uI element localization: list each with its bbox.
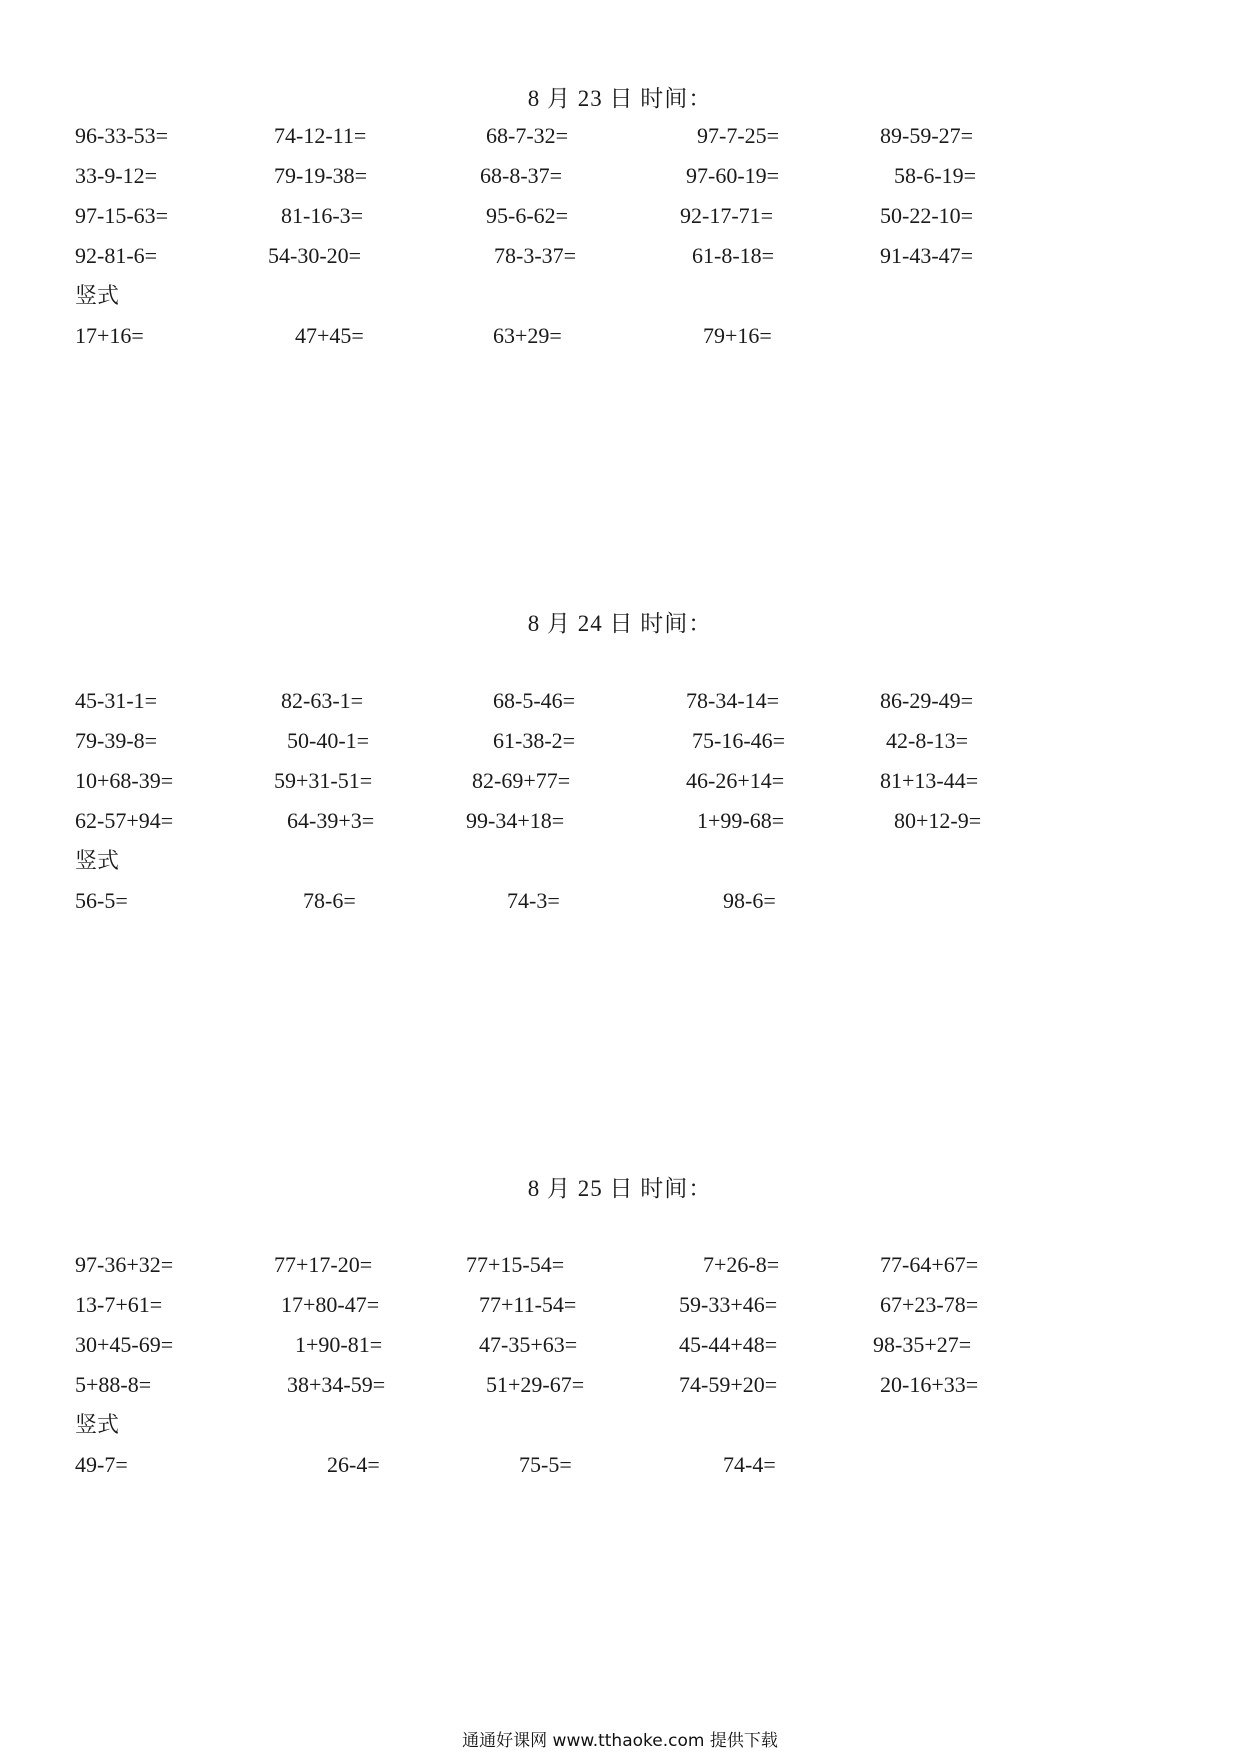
problem: 17+16= bbox=[75, 323, 144, 348]
problem: 68-7-32= bbox=[486, 123, 569, 148]
problem: 33-9-12= bbox=[75, 163, 158, 188]
problem: 74-59+20= bbox=[679, 1372, 778, 1397]
problem: 77+17-20= bbox=[274, 1252, 373, 1277]
problem: 97-60-19= bbox=[686, 163, 780, 188]
problem: 96-33-53= bbox=[75, 123, 169, 148]
problem: 78-3-37= bbox=[494, 243, 577, 268]
problem: 59-33+46= bbox=[679, 1292, 778, 1317]
problem: 77-64+67= bbox=[880, 1252, 979, 1277]
vertical-label: 竖式 bbox=[75, 848, 120, 873]
problem: 89-59-27= bbox=[880, 123, 974, 148]
problem: 45-31-1= bbox=[75, 688, 158, 713]
problem: 50-40-1= bbox=[287, 728, 370, 753]
problem-row bbox=[0, 1250, 1240, 1280]
problem: 56-5= bbox=[75, 888, 128, 913]
problem: 63+29= bbox=[493, 323, 562, 348]
problem: 38+34-59= bbox=[287, 1372, 386, 1397]
problem: 81-16-3= bbox=[281, 203, 364, 228]
problem: 47+45= bbox=[295, 323, 364, 348]
problem: 98-35+27= bbox=[873, 1332, 972, 1357]
problem: 30+45-69= bbox=[75, 1332, 174, 1357]
problem: 49-7= bbox=[75, 1452, 128, 1477]
problem: 17+80-47= bbox=[281, 1292, 380, 1317]
problem: 99-34+18= bbox=[466, 808, 565, 833]
problem: 50-22-10= bbox=[880, 203, 974, 228]
section-title: 8 月 23 日 时间： bbox=[527, 86, 713, 111]
problem: 91-43-47= bbox=[880, 243, 974, 268]
problem: 79-19-38= bbox=[274, 163, 368, 188]
problem: 97-15-63= bbox=[75, 203, 169, 228]
problem: 61-38-2= bbox=[493, 728, 576, 753]
problem-row bbox=[0, 1290, 1240, 1320]
problem: 59+31-51= bbox=[274, 768, 373, 793]
problem: 97-7-25= bbox=[697, 123, 780, 148]
problem: 98-6= bbox=[723, 888, 776, 913]
problem: 79+16= bbox=[703, 323, 772, 348]
vertical-row bbox=[0, 886, 1240, 916]
problem-row bbox=[0, 241, 1240, 271]
problem: 80+12-9= bbox=[894, 808, 982, 833]
problem-row bbox=[0, 686, 1240, 716]
problem: 54-30-20= bbox=[268, 243, 362, 268]
problem-row bbox=[0, 121, 1240, 151]
problem: 67+23-78= bbox=[880, 1292, 979, 1317]
problem: 75-5= bbox=[519, 1452, 572, 1477]
problem-row bbox=[0, 201, 1240, 231]
problem: 74-4= bbox=[723, 1452, 776, 1477]
problem: 74-12-11= bbox=[274, 123, 367, 148]
problem: 58-6-19= bbox=[894, 163, 977, 188]
problem: 7+26-8= bbox=[703, 1252, 780, 1277]
vertical-row bbox=[0, 321, 1240, 351]
problem: 20-16+33= bbox=[880, 1372, 979, 1397]
problem: 42-8-13= bbox=[886, 728, 969, 753]
problem: 1+90-81= bbox=[295, 1332, 383, 1357]
vertical-label: 竖式 bbox=[75, 1412, 120, 1437]
problem: 51+29-67= bbox=[486, 1372, 585, 1397]
problem: 81+13-44= bbox=[880, 768, 979, 793]
problem-row bbox=[0, 161, 1240, 191]
problem: 74-3= bbox=[507, 888, 560, 913]
problem: 97-36+32= bbox=[75, 1252, 174, 1277]
vertical-label: 竖式 bbox=[75, 283, 120, 308]
problem-row bbox=[0, 726, 1240, 756]
vertical-row bbox=[0, 1450, 1240, 1480]
problem: 82-63-1= bbox=[281, 688, 364, 713]
section-title: 8 月 25 日 时间： bbox=[527, 1176, 713, 1201]
problem: 62-57+94= bbox=[75, 808, 174, 833]
problem: 68-8-37= bbox=[480, 163, 563, 188]
problem: 10+68-39= bbox=[75, 768, 174, 793]
problem: 75-16-46= bbox=[692, 728, 786, 753]
problem: 61-8-18= bbox=[692, 243, 775, 268]
problem: 26-4= bbox=[327, 1452, 380, 1477]
section-title: 8 月 24 日 时间： bbox=[527, 611, 713, 636]
problem: 92-17-71= bbox=[680, 203, 774, 228]
problem: 92-81-6= bbox=[75, 243, 158, 268]
problem: 5+88-8= bbox=[75, 1372, 152, 1397]
problem: 46-26+14= bbox=[686, 768, 785, 793]
problem: 77+15-54= bbox=[466, 1252, 565, 1277]
problem: 13-7+61= bbox=[75, 1292, 163, 1317]
problem: 82-69+77= bbox=[472, 768, 571, 793]
problem: 77+11-54= bbox=[479, 1292, 577, 1317]
problem: 45-44+48= bbox=[679, 1332, 778, 1357]
problem-row bbox=[0, 806, 1240, 836]
problem-row bbox=[0, 766, 1240, 796]
problem: 64-39+3= bbox=[287, 808, 375, 833]
problem: 79-39-8= bbox=[75, 728, 158, 753]
footer-credit: 通通好课网 www.tthaoke.com 提供下载 bbox=[462, 1731, 778, 1751]
problem-row bbox=[0, 1330, 1240, 1360]
problem: 1+99-68= bbox=[697, 808, 785, 833]
problem: 68-5-46= bbox=[493, 688, 576, 713]
problem: 95-6-62= bbox=[486, 203, 569, 228]
problem: 78-34-14= bbox=[686, 688, 780, 713]
problem: 86-29-49= bbox=[880, 688, 974, 713]
problem-row bbox=[0, 1370, 1240, 1400]
problem: 47-35+63= bbox=[479, 1332, 578, 1357]
problem: 78-6= bbox=[303, 888, 356, 913]
